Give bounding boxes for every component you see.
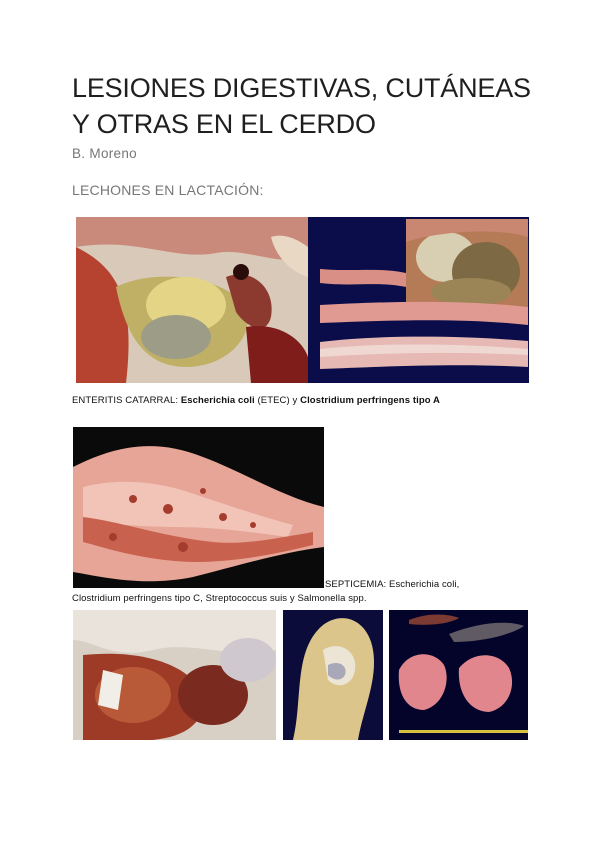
- figure1-caption: [72, 395, 440, 406]
- figure1-abdomen-photo: [76, 217, 308, 383]
- author: B. Moreno: [72, 146, 137, 161]
- figure1-caption-middle: (ETEC) y: [254, 395, 301, 406]
- figure2-caption-line2: Clostridium perfringens tipo C, Streptococcus suis y Salmonella spp.: [72, 593, 367, 604]
- figure1-photo-composite: [76, 217, 529, 383]
- title-line-2: Y OTRAS EN EL CERDO: [72, 109, 376, 139]
- figure2-caption-line1: SEPTICEMIA: Escherichia coli,: [325, 579, 460, 590]
- section-heading: LECHONES EN LACTACIÓN:: [72, 182, 264, 198]
- figure2-caption: [72, 578, 532, 606]
- figure3-photo-left: [73, 610, 276, 740]
- figure1-caption-agent1: Escherichia coli: [180, 395, 255, 406]
- title-line-1: LESIONES DIGESTIVAS, CUTÁNEAS: [72, 73, 531, 103]
- figure2-photo: [73, 427, 324, 588]
- figure3-photo-right: [389, 610, 528, 740]
- document-title: [72, 70, 542, 142]
- figure1-intestine-inset-photo: [406, 219, 528, 307]
- figure1-caption-prefix: ENTERITIS CATARRAL:: [72, 395, 181, 406]
- figure3-photo-middle: [283, 610, 383, 740]
- figure1-caption-agent2: Clostridium perfringens tipo A: [300, 395, 440, 406]
